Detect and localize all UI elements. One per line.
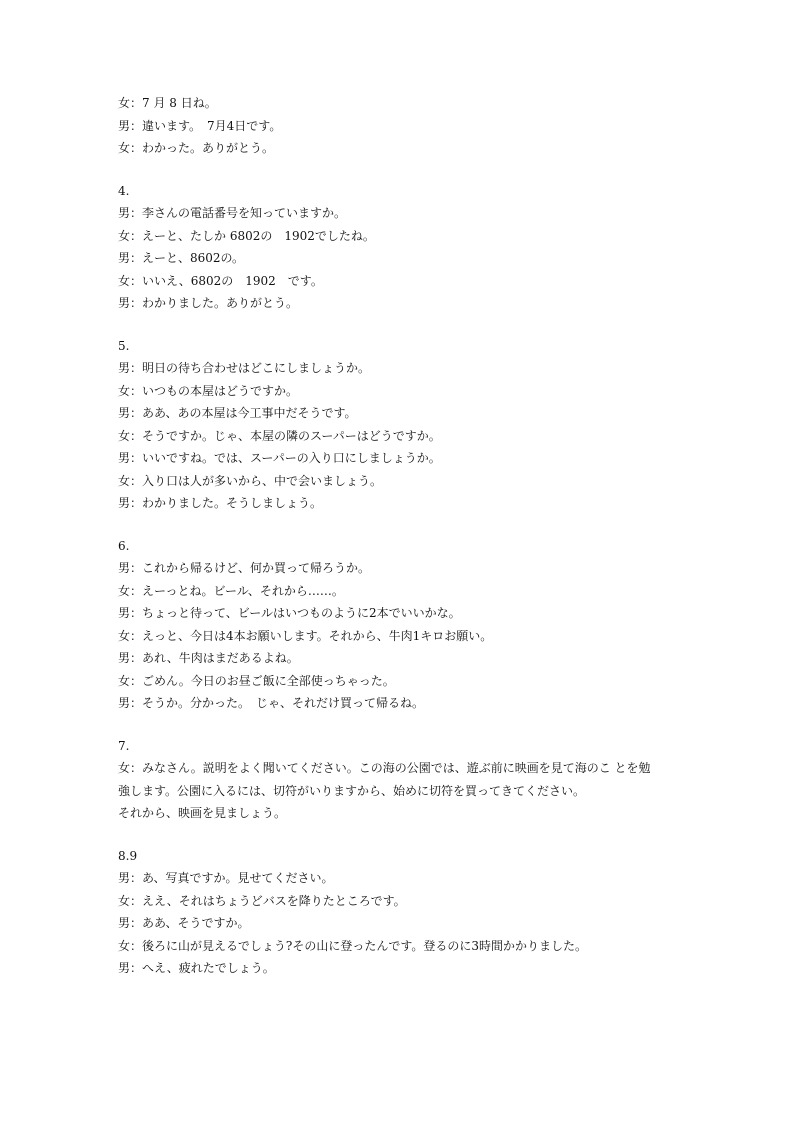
section-number: 6. xyxy=(118,538,130,553)
dialogue-line: それから、映画を見ましょう。 xyxy=(118,806,287,820)
dialogue-section-1 xyxy=(118,92,718,160)
dialogue-section-6 xyxy=(118,535,718,715)
section-number: 5. xyxy=(118,338,130,353)
section-spacer xyxy=(118,715,718,735)
dialogue-line: 男：わかりました。そうしましょう。 xyxy=(118,496,323,510)
dialogue-line: 男：李さんの電話番号を知っていますか。 xyxy=(118,206,347,220)
section-spacer xyxy=(118,315,718,335)
dialogue-line: 男：ああ、あの本屋は今工事中だそうです。 xyxy=(118,406,357,420)
section-number: 8.9 xyxy=(118,848,138,863)
dialogue-line: 男：いいですね。では、スーパーの入り口にしましょうか。 xyxy=(118,451,441,465)
dialogue-line: 男：明日の待ち合わせはどこにしましょうか。 xyxy=(118,361,371,375)
dialogue-section-7 xyxy=(118,735,718,825)
dialogue-line: 男：違います。 7月4日です。 xyxy=(118,118,282,133)
dialogue-line: 女：えーと、たしか 6802の 1902でしたね。 xyxy=(118,228,375,243)
dialogue-section-5 xyxy=(118,335,718,515)
dialogue-line: 女：えーっとね。ビール、それから……。 xyxy=(118,583,344,598)
dialogue-line: 女：いいえ、6802の 1902 です。 xyxy=(118,273,323,288)
dialogue-section-4 xyxy=(118,180,718,315)
section-spacer xyxy=(118,825,718,845)
section-spacer xyxy=(118,515,718,535)
dialogue-line: 男：そうか。分かった。 じゃ、それだけ買って帰るね。 xyxy=(118,696,425,710)
dialogue-line: 男：えーと、8602の。 xyxy=(118,251,245,265)
dialogue-line: 男：これから帰るけど、何か買って帰ろうか。 xyxy=(118,561,371,575)
dialogue-line: 男：わかりました。ありがとう。 xyxy=(118,296,299,310)
document-page xyxy=(118,92,718,980)
dialogue-line: 男：ちょっと待って、ビールはいつものように2本でいいかな。 xyxy=(118,606,461,620)
dialogue-line: 女：いつもの本屋はどうですか。 xyxy=(118,383,299,398)
dialogue-line: 女：わかった。ありがとう。 xyxy=(118,141,275,155)
section-spacer xyxy=(118,160,718,180)
dialogue-line: 男：あ、写真ですか。見せてください。 xyxy=(118,871,334,885)
dialogue-line: 男：ああ、そうですか。 xyxy=(118,916,250,930)
dialogue-line: 男：あれ、牛肉はまだあるよね。 xyxy=(118,651,299,665)
dialogue-line: 女：みなさん。説明をよく聞いてください。この海の公園では、遊ぶ前に映画を見て海のこ とを勉 xyxy=(118,761,651,775)
dialogue-line: 女：後ろに山が見えるでしょう?その山に登ったんです。登るのに3時間かかりました。 xyxy=(118,938,587,953)
dialogue-line: 女：そうですか。じゃ、本屋の隣のスーパーはどうですか。 xyxy=(118,428,441,443)
dialogue-line: 女：入り口は人が多いから、中で会いましょう。 xyxy=(118,473,383,488)
dialogue-line: 女：えっと、今日は4本お願いします。それから、牛肉1キロお願い。 xyxy=(118,628,493,643)
dialogue-section-8-9 xyxy=(118,845,718,980)
dialogue-line: 女：ごめん。今日のお昼ご飯に全部使っちゃった。 xyxy=(118,673,395,688)
dialogue-line: 女：7 月 8 日ね。 xyxy=(118,96,217,110)
dialogue-line: 強します。公園に入るには、切符がいりますから、始めに切符を買ってきてください。 xyxy=(118,783,586,798)
section-number: 4. xyxy=(118,183,130,198)
dialogue-line: 男：へえ、疲れたでしょう。 xyxy=(118,961,275,975)
dialogue-line: 女：ええ、それはちょうどバスを降りたところです。 xyxy=(118,893,406,908)
section-number: 7. xyxy=(118,738,130,753)
